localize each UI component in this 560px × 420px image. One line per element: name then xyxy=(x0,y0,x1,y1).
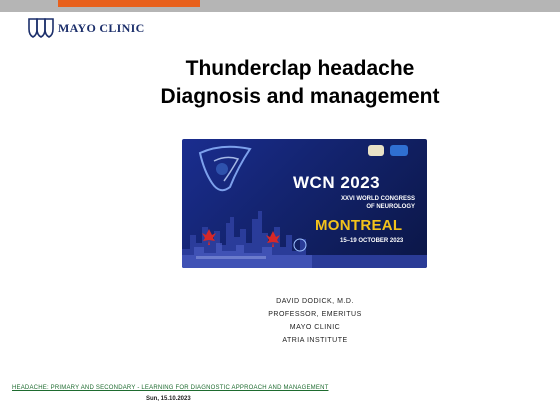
speaker-name: DAVID DODICK, M.D. xyxy=(276,298,354,305)
session-link[interactable]: HEADACHE: PRIMARY AND SECONDARY - LEARNING FOR DIAGNOSTIC APPROACH AND MANAGEMENT xyxy=(12,385,329,391)
speaker-institute: ATRIA INSTITUTE xyxy=(282,337,348,344)
banner-subtitle xyxy=(305,195,415,211)
banner-title: WCN 2023 xyxy=(293,173,381,192)
slide-title xyxy=(0,55,560,111)
session-date: Sun, 15.10.2023 xyxy=(146,396,191,402)
banner-city: MONTREAL xyxy=(315,217,403,234)
mayo-clinic-logo xyxy=(28,17,145,39)
speaker-affiliation: MAYO CLINIC xyxy=(289,324,341,331)
title-line-2: Diagnosis and management xyxy=(160,85,440,108)
top-orange-accent xyxy=(58,0,200,7)
sponsor-logo-1 xyxy=(368,145,384,156)
mayo-shields-icon xyxy=(28,17,54,39)
banner-subtitle-line-1: XXVI WORLD CONGRESS xyxy=(340,196,415,202)
wcn-banner-image xyxy=(182,139,427,268)
banner-dates: 15–19 OCTOBER 2023 xyxy=(340,238,404,244)
banner-subtitle-line-2: OF NEUROLOGY xyxy=(366,204,415,210)
sponsor-logo-2 xyxy=(390,145,408,156)
logo-text: MAYO CLINIC xyxy=(58,20,145,35)
speaker-block xyxy=(0,295,560,347)
speaker-title: PROFESSOR, EMERITUS xyxy=(268,311,362,318)
title-line-1: Thunderclap headache xyxy=(185,57,415,80)
